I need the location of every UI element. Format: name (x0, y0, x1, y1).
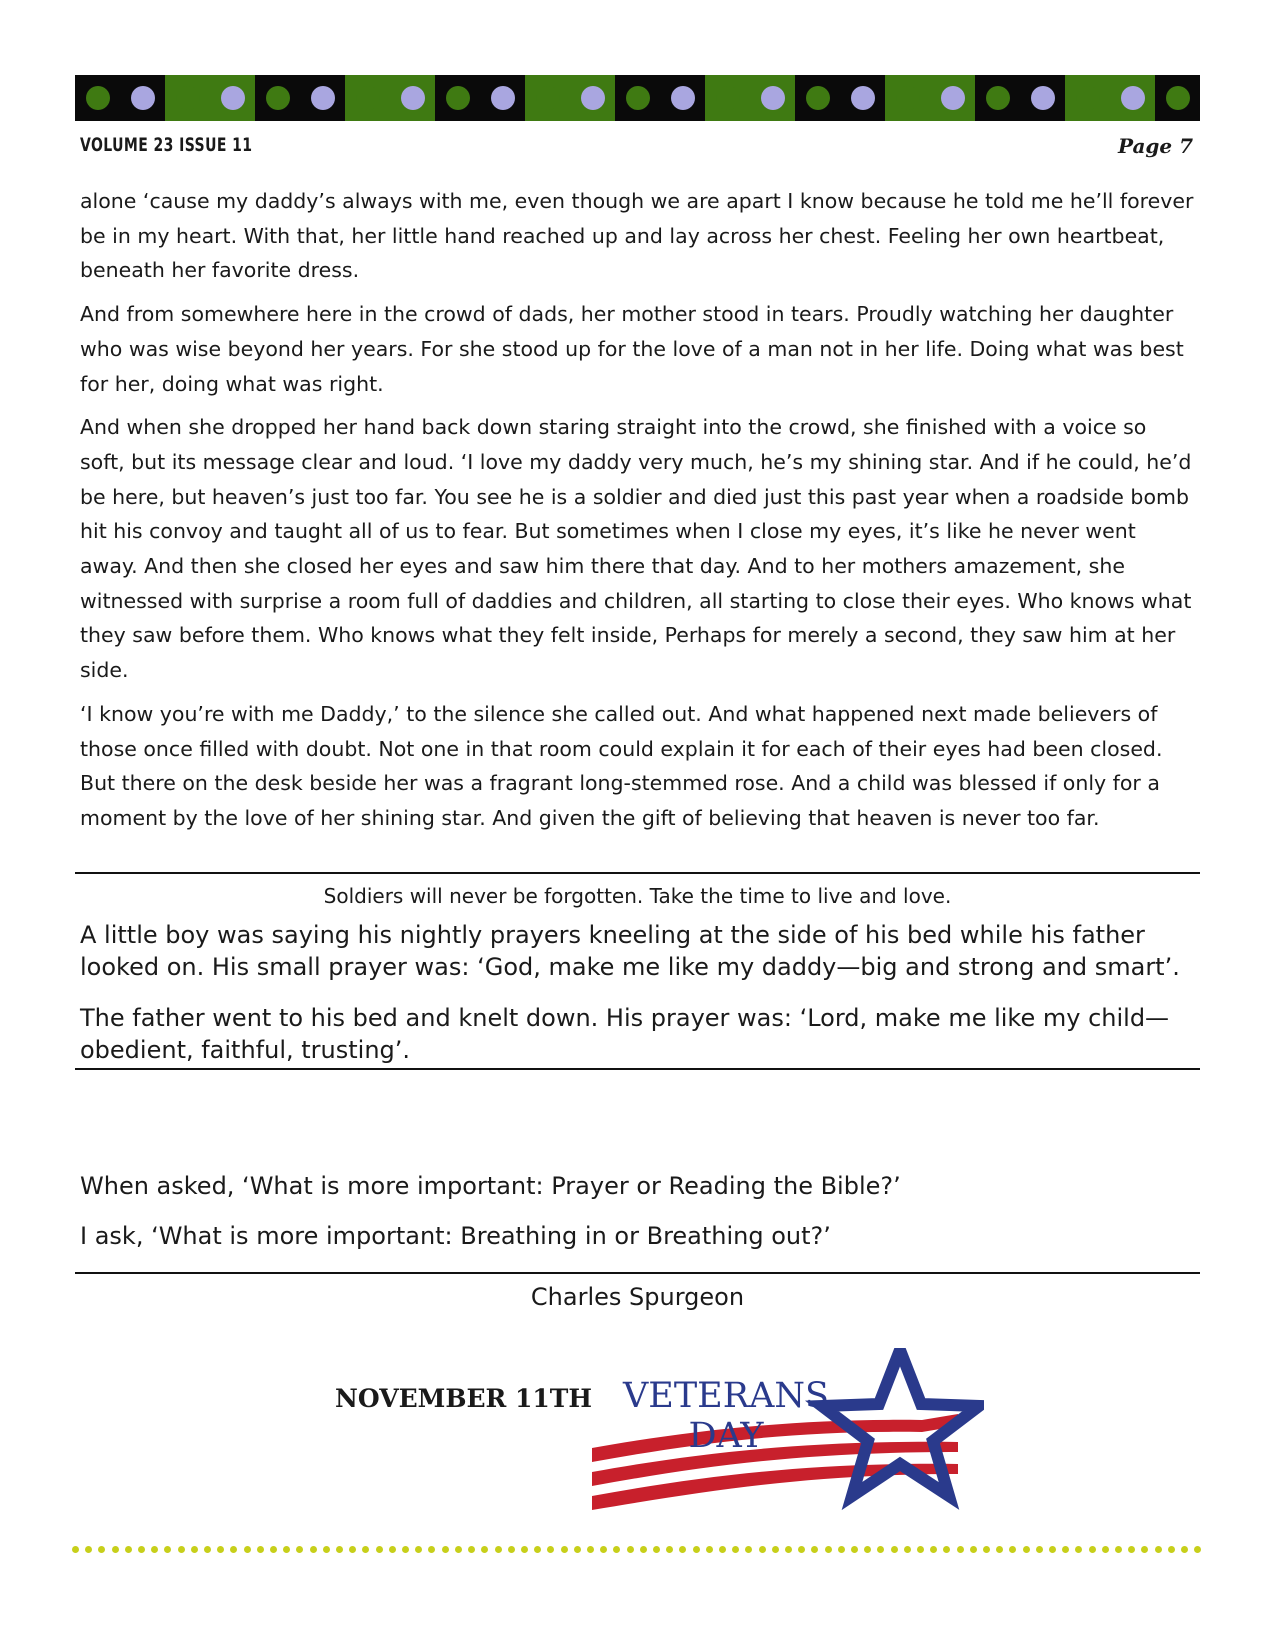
quote-author: Charles Spurgeon (530, 1283, 745, 1311)
border-dot-icon (85, 1546, 92, 1553)
border-dot-icon (428, 1546, 435, 1553)
band-dot-icon (446, 86, 470, 110)
band-dot-icon (1031, 86, 1055, 110)
border-dot-icon (138, 1546, 145, 1553)
border-dot-icon (1128, 1546, 1135, 1553)
band-dot-icon (1166, 86, 1190, 110)
border-dot-icon (191, 1546, 198, 1553)
quote-line: When asked, ‘What is more important: Prayer or Reading the Bible?’ (80, 1172, 901, 1200)
story-tagline: Soldiers will never be forgotten. Take the time to live and love. (323, 884, 952, 908)
border-dot-icon (1049, 1546, 1056, 1553)
band-dot-icon (896, 86, 920, 110)
prayer-story (80, 920, 1180, 1086)
border-dot-icon (310, 1546, 317, 1553)
divider (75, 1068, 1200, 1070)
border-dot-icon (389, 1546, 396, 1553)
border-dot-icon (336, 1546, 343, 1553)
band-dot-icon (626, 86, 650, 110)
story-paragraph: And from somewhere here in the crowd of dads, her mother stood in tears. Proudly watching her daughter who was wise beyond her years. For she stood up for the love of a man not in her life. Doing what was best for her, doing what was right. (80, 302, 1184, 396)
border-dot-icon (1102, 1546, 1109, 1553)
band-dot-icon (536, 86, 560, 110)
veterans-date: NOVEMBER 11TH (335, 1384, 592, 1413)
band-dot-icon (221, 86, 245, 110)
border-dot-icon (825, 1546, 832, 1553)
border-dot-icon (349, 1546, 356, 1553)
border-dot-icon (270, 1546, 277, 1553)
border-dot-icon (534, 1546, 541, 1553)
band-block (660, 75, 705, 121)
band-dot-icon (941, 86, 965, 110)
band-dot-icon (311, 86, 335, 110)
band-block (1020, 75, 1065, 121)
band-dot-icon (491, 86, 515, 110)
band-block (1155, 75, 1200, 121)
border-dot-icon (296, 1546, 303, 1553)
border-dot-icon (864, 1546, 871, 1553)
band-dot-icon (131, 86, 155, 110)
band-block (1065, 75, 1110, 121)
band-block (210, 75, 255, 121)
quote-line: I ask, ‘What is more important: Breathing in or Breathing out?’ (80, 1222, 831, 1250)
border-dot-icon (957, 1546, 964, 1553)
border-dot-icon (1089, 1546, 1096, 1553)
border-dot-icon (468, 1546, 475, 1553)
prayer-paragraph: The father went to his bed and knelt down. His prayer was: ‘Lord, make me like my child—obedient, faithful, trusting’. (80, 1004, 1170, 1064)
border-dot-icon (1023, 1546, 1030, 1553)
border-dot-icon (1168, 1546, 1175, 1553)
border-dot-icon (640, 1546, 647, 1553)
border-dot-icon (1062, 1546, 1069, 1553)
border-dot-icon (1141, 1546, 1148, 1553)
border-dot-icon (481, 1546, 488, 1553)
border-dot-icon (666, 1546, 673, 1553)
spurgeon-quote (80, 1172, 1200, 1272)
border-dot-icon (1115, 1546, 1122, 1553)
border-dot-icon (798, 1546, 805, 1553)
border-dot-icon (785, 1546, 792, 1553)
border-dot-icon (653, 1546, 660, 1553)
band-dot-icon (986, 86, 1010, 110)
band-block (795, 75, 840, 121)
bottom-dotted-border (72, 1546, 1202, 1554)
veterans-logo-text (607, 1376, 845, 1456)
border-dot-icon (759, 1546, 766, 1553)
border-dot-icon (1155, 1546, 1162, 1553)
band-block (1110, 75, 1155, 121)
border-dot-icon (521, 1546, 528, 1553)
band-dot-icon (851, 86, 875, 110)
border-dot-icon (943, 1546, 950, 1553)
border-dot-icon (283, 1546, 290, 1553)
border-dot-icon (706, 1546, 713, 1553)
volume-issue-label: VOLUME 23 ISSUE 11 (80, 134, 253, 156)
border-dot-icon (877, 1546, 884, 1553)
band-block (930, 75, 975, 121)
band-dot-icon (806, 86, 830, 110)
border-dot-icon (838, 1546, 845, 1553)
border-dot-icon (98, 1546, 105, 1553)
band-dot-icon (86, 86, 110, 110)
logo-line-veterans: VETERANS (623, 1376, 829, 1416)
border-dot-icon (917, 1546, 924, 1553)
border-dot-icon (323, 1546, 330, 1553)
border-dot-icon (547, 1546, 554, 1553)
border-dot-icon (745, 1546, 752, 1553)
border-dot-icon (891, 1546, 898, 1553)
border-dot-icon (772, 1546, 779, 1553)
band-block (75, 75, 120, 121)
border-dot-icon (376, 1546, 383, 1553)
border-dot-icon (402, 1546, 409, 1553)
logo-line-day: DAY (688, 1416, 764, 1456)
band-block (750, 75, 795, 121)
band-block (390, 75, 435, 121)
border-dot-icon (587, 1546, 594, 1553)
border-dot-icon (151, 1546, 158, 1553)
band-block (480, 75, 525, 121)
border-dot-icon (178, 1546, 185, 1553)
border-dot-icon (693, 1546, 700, 1553)
border-dot-icon (112, 1546, 119, 1553)
border-dot-icon (1009, 1546, 1016, 1553)
border-dot-icon (1075, 1546, 1082, 1553)
border-dot-icon (1194, 1546, 1201, 1553)
band-block (975, 75, 1020, 121)
band-block (255, 75, 300, 121)
band-block (705, 75, 750, 121)
border-dot-icon (508, 1546, 515, 1553)
band-dot-icon (1121, 86, 1145, 110)
band-dot-icon (266, 86, 290, 110)
border-dot-icon (996, 1546, 1003, 1553)
border-dot-icon (811, 1546, 818, 1553)
border-dot-icon (613, 1546, 620, 1553)
band-block (840, 75, 885, 121)
band-block (885, 75, 930, 121)
border-dot-icon (851, 1546, 858, 1553)
border-dot-icon (679, 1546, 686, 1553)
band-dot-icon (356, 86, 380, 110)
page-number: Page 7 (1117, 134, 1193, 158)
band-dot-icon (176, 86, 200, 110)
border-dot-icon (561, 1546, 568, 1553)
band-dot-icon (761, 86, 785, 110)
border-dot-icon (230, 1546, 237, 1553)
border-dot-icon (125, 1546, 132, 1553)
band-dot-icon (1076, 86, 1100, 110)
story-body (80, 184, 1195, 845)
band-block (120, 75, 165, 121)
border-dot-icon (574, 1546, 581, 1553)
story-paragraph: ‘I know you’re with me Daddy,’ to the silence she called out. And what happened next made believers of those once filled with doubt. Not one in that room could explain it for each of their eyes had been closed. But there on the desk beside her was a fragrant long-stemmed rose. And a child was blessed if only for a moment by the love of her shining star. And given the gift of believing that heaven is never too far. (80, 701, 1163, 830)
border-dot-icon (257, 1546, 264, 1553)
border-dot-icon (904, 1546, 911, 1553)
border-dot-icon (362, 1546, 369, 1553)
band-dot-icon (581, 86, 605, 110)
border-dot-icon (1036, 1546, 1043, 1553)
border-dot-icon (600, 1546, 607, 1553)
border-dot-icon (719, 1546, 726, 1553)
divider (75, 1272, 1200, 1274)
border-dot-icon (983, 1546, 990, 1553)
band-block (525, 75, 570, 121)
band-block (165, 75, 210, 121)
band-dot-icon (401, 86, 425, 110)
border-dot-icon (627, 1546, 634, 1553)
border-dot-icon (164, 1546, 171, 1553)
band-block (300, 75, 345, 121)
border-dot-icon (442, 1546, 449, 1553)
border-dot-icon (495, 1546, 502, 1553)
band-block (570, 75, 615, 121)
border-dot-icon (970, 1546, 977, 1553)
border-dot-icon (244, 1546, 251, 1553)
band-block (615, 75, 660, 121)
border-dot-icon (204, 1546, 211, 1553)
border-dot-icon (415, 1546, 422, 1553)
band-block (435, 75, 480, 121)
band-dot-icon (671, 86, 695, 110)
header-dot-band (75, 75, 1200, 121)
band-block (345, 75, 390, 121)
border-dot-icon (732, 1546, 739, 1553)
story-paragraph: alone ‘cause my daddy’s always with me, even though we are apart I know because he told me he’ll forever be in my heart. With that, her little hand reached up and lay across her chest. Feeling her own heartbeat, beneath her favorite dress. (80, 189, 1194, 283)
border-dot-icon (217, 1546, 224, 1553)
story-paragraph: And when she dropped her hand back down staring straight into the crowd, she finished with a voice so soft, but its message clear and loud. ‘I love my daddy very much, he’s my shining star. And if he could, he’d be here, but heaven’s just too far. You see he is a soldier and died just this past year when a roadside bomb hit his convoy and taught all of us to fear. But sometimes when I close my eyes, it’s like he never went away. And then she closed her eyes and saw him there that day. And to her mothers amazement, she witnessed with surprise a room full of daddies and children, all starting to close their eyes. Who knows what they saw before them. Who knows what they felt inside, Perhaps for merely a second, they saw him at her side. (80, 415, 1192, 683)
border-dot-icon (72, 1546, 79, 1553)
band-dot-icon (716, 86, 740, 110)
border-dot-icon (930, 1546, 937, 1553)
divider (75, 872, 1200, 874)
prayer-paragraph: A little boy was saying his nightly prayers kneeling at the side of his bed while his father looked on. His small prayer was: ‘God, make me like my daddy—big and strong and smart’. (80, 921, 1180, 981)
border-dot-icon (455, 1546, 462, 1553)
border-dot-icon (1181, 1546, 1188, 1553)
